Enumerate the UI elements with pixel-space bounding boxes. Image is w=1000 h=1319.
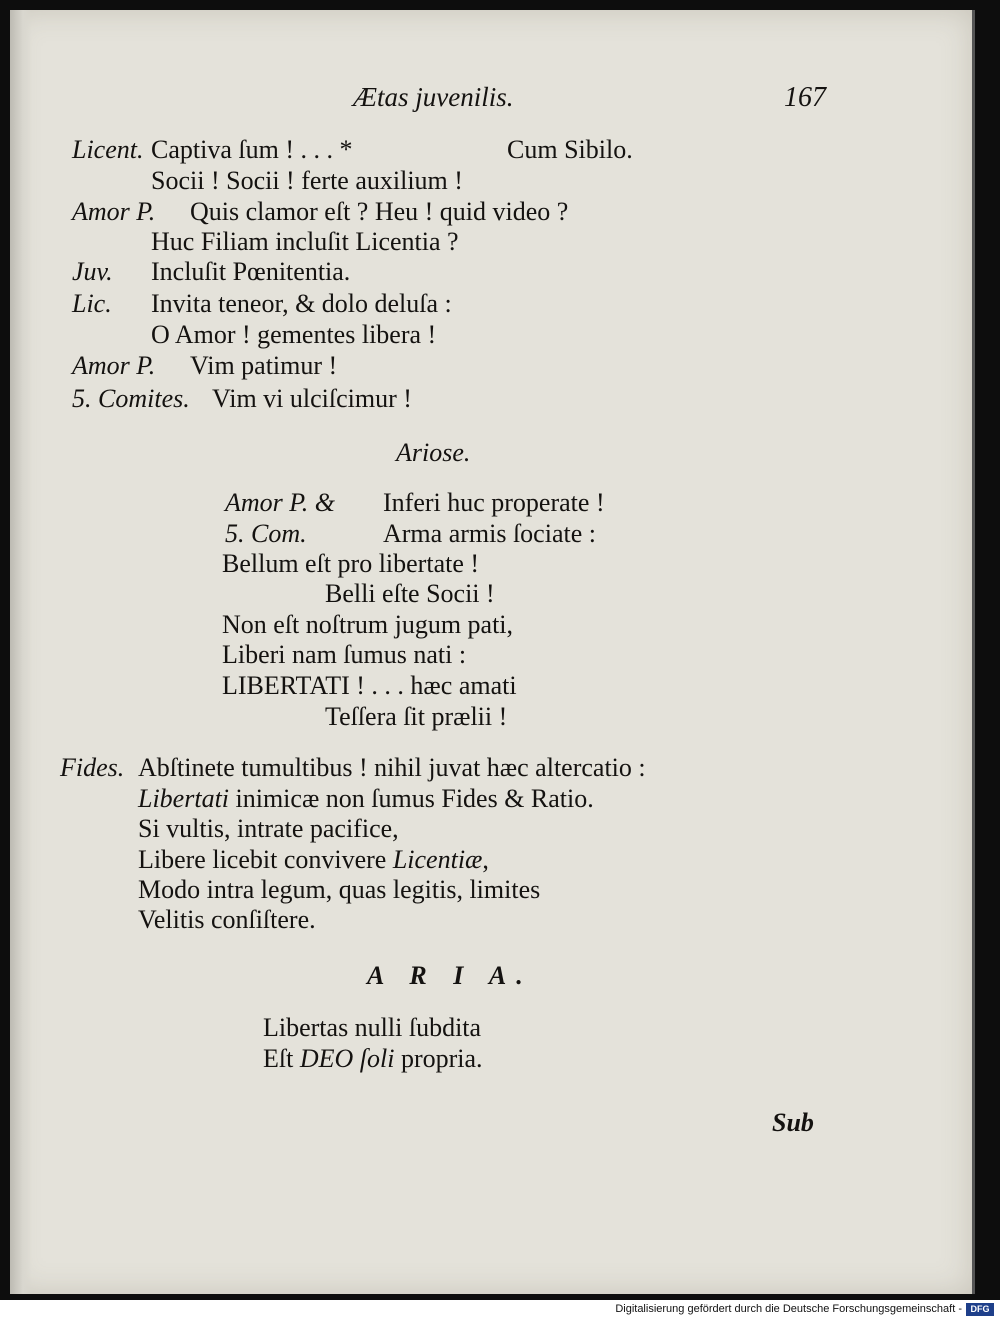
catchword: Sub [772, 1108, 814, 1137]
speaker-juv: Juv. [72, 257, 113, 286]
verse-line: Modo intra legum, quas legitis, limites [138, 875, 541, 904]
verse-emphasis: Licentiæ [392, 845, 483, 874]
verse-line: Velitis conſiſtere. [138, 905, 316, 934]
speaker-amor: Amor P. [72, 351, 156, 380]
verse-line: Liberi nam ſumus nati : [222, 640, 467, 669]
digitization-footer [0, 1300, 1000, 1319]
verse-line: Socii ! Socii ! ferte auxilium ! [151, 166, 463, 195]
dfg-logo-icon: DFG [966, 1303, 994, 1316]
verse-line [138, 847, 489, 873]
verse-line: O Amor ! gementes libera ! [151, 320, 437, 349]
verse-text: Libere licebit convivere [138, 845, 387, 874]
speaker-lic: Lic. [72, 289, 112, 318]
running-header: Ætas juvenilis. [353, 82, 514, 112]
stage-direction: Cum Sibilo. [507, 135, 633, 164]
verse-line [138, 786, 594, 812]
verse-line: Quis clamor eſt ? Heu ! quid video ? [190, 197, 569, 226]
verse-line: Bellum eſt pro libertate ! [222, 549, 480, 578]
verse-line: Si vultis, intrate pacifice, [138, 814, 399, 843]
verse-line: Belli eſte Socii ! [325, 579, 495, 608]
verse-line: Captiva ſum ! . . . * [151, 135, 353, 164]
speaker-fides: Fides. [60, 753, 125, 782]
verse-line: Vim patimur ! [190, 351, 338, 380]
speaker-amor: Amor P. [72, 197, 156, 226]
verse-line: Invita teneor, & dolo deluſa : [151, 289, 452, 318]
page-number: 167 [784, 82, 826, 113]
verse-line: Vim vi ulciſcimur ! [212, 384, 412, 413]
verse-emphasis: DEO ſoli [299, 1044, 395, 1073]
verse-line: Libertas nulli ſubdita [263, 1013, 482, 1042]
speaker-amor-inferi: Amor P. & [225, 488, 336, 517]
verse-line: Huc Filiam incluſit Licentia ? [151, 227, 459, 256]
verse-punct: , [482, 845, 489, 874]
verse-line [263, 1046, 483, 1072]
verse-line: Teſſera ſit prælii ! [325, 702, 508, 731]
section-title-ariose: Ariose. [396, 438, 471, 467]
speaker-comites: 5. Comites. [72, 384, 190, 413]
verse-line: Non eſt noſtrum jugum pati, [222, 610, 514, 639]
verse-line: Incluſit Pœnitentia. [151, 257, 351, 286]
verse-emphasis: Libertati [138, 784, 230, 813]
verse-text: propria. [400, 1044, 483, 1073]
verse-line: LIBERTATI ! . . . hæc amati [222, 671, 517, 700]
speaker-licent: Licent. [72, 135, 144, 164]
page-binding-shadow [10, 10, 32, 1294]
verse-text: inimicæ non ſumus Fides & Ratio. [235, 784, 594, 813]
section-title-aria: A R I A. [367, 961, 533, 990]
verse-line: Arma armis ſociate : [383, 519, 596, 548]
footer-credit: Digitalisierung gefördert durch die Deutsche Forschungsgemeinschaft - [615, 1303, 962, 1315]
verse-line: Inferi huc properate ! [383, 488, 605, 517]
verse-line: Abſtinete tumultibus ! nihil juvat hæc altercatio : [138, 753, 646, 782]
verse-text: Eſt [263, 1044, 294, 1073]
book-page [10, 10, 975, 1294]
speaker-com: 5. Com. [225, 519, 307, 548]
